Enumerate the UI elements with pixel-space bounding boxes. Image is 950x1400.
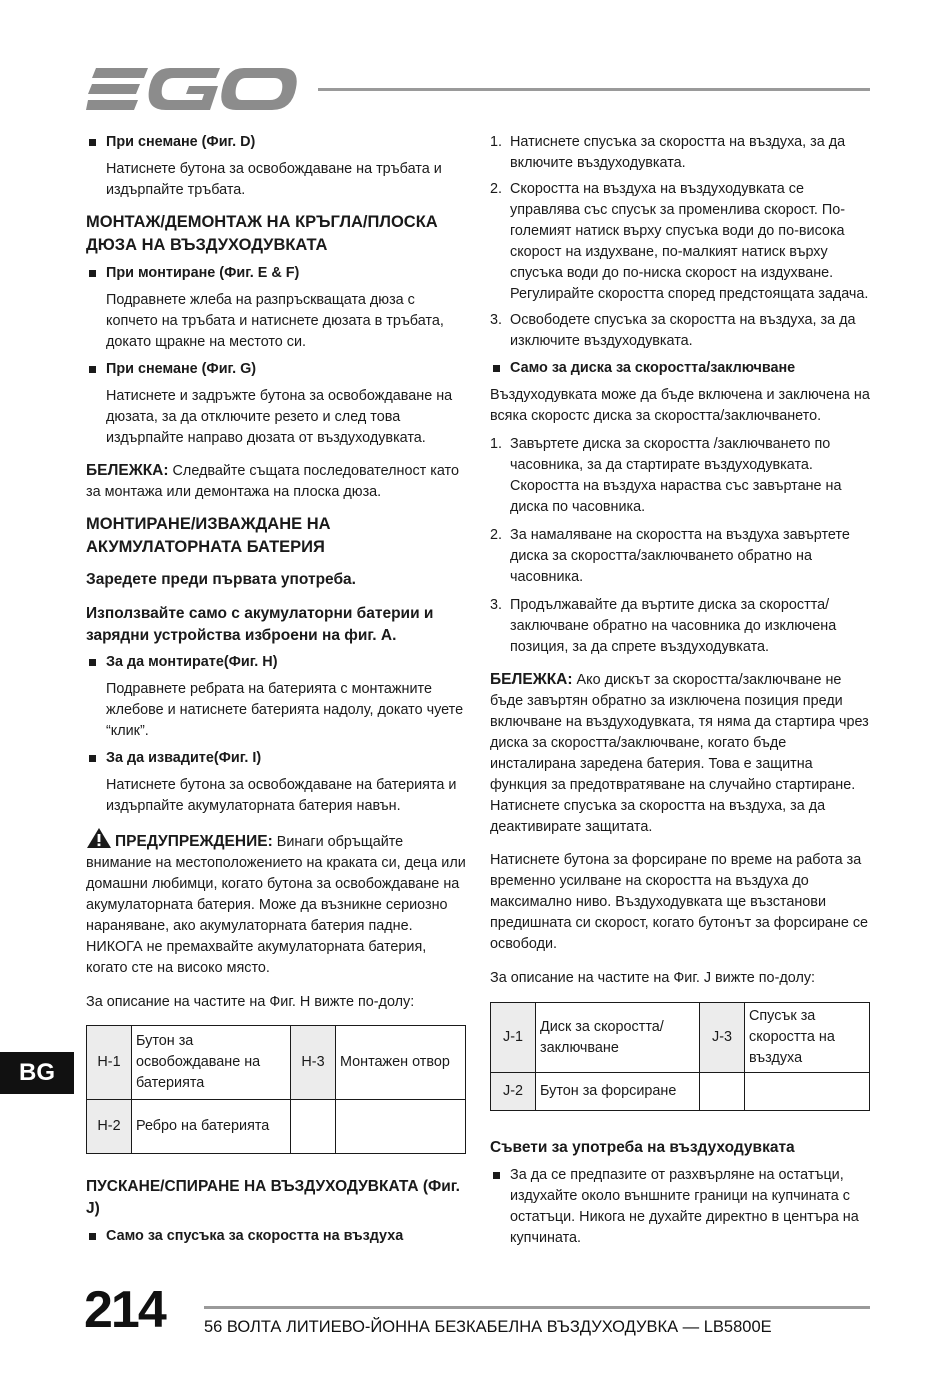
list-item: 1. Натиснете спусъка за скоростта на въздуха, за да включите въздуходувката. xyxy=(490,134,846,171)
heading-start-stop: ПУСКАНЕ/СПИРАНЕ НА ВЪЗДУХОДУВКАТА (Фиг. J) xyxy=(86,1178,460,1217)
warning-text: Винаги обръщайте внимание на местоположението на краката си, деца или домашни любимци, когато бутона за освобождаване на акумулаторната батерия. Може да възникне сериозно нараняване, ако акумулаторната батерия падне. НИКОГА не премахвайте акумулаторната батерия, когато сте на високо място. xyxy=(86,834,466,976)
boost-text: Натиснете бутона за форсиране по време на работа за временно усилване на скоростта на въздуха до максимално ниво. Въздуходувката ще възстанови предишната си скорост, когато бутонът за форсиране се освободи. xyxy=(490,852,869,952)
list-item: 3. Продължавайте да въртите диска за скоростта/ заключване обратно на часовника до изключена позиция, за да спрете въздуходувката. xyxy=(490,597,837,655)
note-flat-nozzle xyxy=(86,460,466,503)
note-text: Следвайте същата последователност като за монтажа или демонтажа на плоска дюза. xyxy=(86,463,459,500)
parts-table-h xyxy=(86,1025,466,1154)
table-cell: J-1 xyxy=(491,1003,536,1073)
note-label: БЕЛЕЖКА: xyxy=(490,671,573,688)
note-label: БЕЛЕЖКА: xyxy=(86,462,169,479)
ego-logo xyxy=(86,64,298,114)
table-cell xyxy=(700,1073,745,1111)
table-cell xyxy=(336,1100,466,1154)
table-cell: H-2 xyxy=(87,1100,132,1154)
list-item: 3. Освободете спусъка за скоростта на въздуха, за да изключите въздуходувката. xyxy=(490,312,856,349)
bullet-removal-tube: При снемане (Фиг. D) xyxy=(86,132,466,153)
bullet-install-nozzle: При монтиране (Фиг. E & F) xyxy=(86,263,466,284)
bullet-remove-battery: За да извадите(Фиг. I) xyxy=(86,748,466,769)
table-cell: H-1 xyxy=(87,1026,132,1100)
list-item: 1. Завъртете диска за скоростта /заключването по часовника, за да стартирате въздуходувката. Скоростта на въздуха нараства със завъртане на диска по часовника. xyxy=(490,436,842,515)
table-row xyxy=(87,1100,466,1154)
note-dial xyxy=(490,669,870,838)
table-cell: Ребро на батерията xyxy=(132,1100,291,1154)
heading-battery: МОНТИРАНЕ/ИЗВАЖДАНЕ НА АКУМУЛАТОРНАТА БАТЕРИЯ xyxy=(86,515,331,556)
removal-nozzle-text: Натиснете и задръжте бутона за освобождаване на дюзата, за да отключите резето и след това издърпайте направо дюзата от въздуходувката. xyxy=(106,388,453,446)
table-cell: H-3 xyxy=(291,1026,336,1100)
table-cell: Спусък за скоростта на въздуха xyxy=(745,1003,870,1073)
page-number: 214 xyxy=(84,1281,165,1339)
table-row xyxy=(87,1026,466,1100)
install-battery-text: Подравнете ребрата на батерията с монтажните жлебове и натиснете батерията надолу, докато чуете “клик”. xyxy=(106,681,464,739)
bullet-trigger-only: Само за спусъка за скоростта на въздуха xyxy=(86,1226,466,1247)
dial-text: Въздуходувката може да бъде включена и заключена на всяка скоростс диска за скоростта/заключването. xyxy=(490,387,870,424)
warning-triangle-icon xyxy=(86,827,112,849)
table-row xyxy=(491,1003,870,1073)
footer-title: 56 ВОЛТА ЛИТИЕВО-ЙОННА БЕЗКАБЕЛНА ВЪЗДУХОДУВКА — LB5800E xyxy=(204,1318,772,1336)
table-cell: Диск за скоростта/ заключване xyxy=(536,1003,700,1073)
remove-battery-text: Натиснете бутона за освобождаване на батерията и издърпайте акумулаторната батерия навън. xyxy=(106,777,457,814)
table-cell: Бутон за освобождаване на батерията xyxy=(132,1026,291,1100)
bullet-dial-only: Само за диска за скоростта/заключване xyxy=(490,358,870,379)
heading-tips: Съвети за употреба на въздуходувката xyxy=(490,1139,795,1156)
table-cell: J-2 xyxy=(491,1073,536,1111)
right-column xyxy=(490,132,870,1249)
footer-rule xyxy=(204,1306,870,1309)
heading-nozzle: МОНТАЖ/ДЕМОНТАЖ НА КРЪГЛА/ПЛОСКА ДЮЗА НА ВЪЗДУХОДУВКАТА xyxy=(86,213,438,254)
warning-label: ПРЕДУПРЕЖДЕНИЕ: xyxy=(115,833,273,850)
list-item: 2. Скоростта на въздуха на въздуходувката се управлява със спусък за променлива скорост. По-големият натиск върху спусъка води до по-висока скорост на издухване, по-малкият натиск върху спусъка води до по-ниска скорост на издухване. Регулирайте скоростта според предстоящата задача. xyxy=(490,181,869,302)
table-j-intro: За описание на частите на Фиг. J вижте по-долу: xyxy=(490,970,816,986)
use-only-listed: Използвайте само с акумулаторни батерии и зарядни устройства изброени на фиг. А. xyxy=(86,605,434,644)
removal-tube-text: Натиснете бутона за освобождаване на тръбата и издърпайте тръбата. xyxy=(106,161,442,198)
warning-block xyxy=(86,827,466,979)
table-cell xyxy=(291,1100,336,1154)
charge-before-use: Заредете преди първата употреба. xyxy=(86,571,356,588)
note-text: Ако дискът за скоростта/заключване не бъде завъртян обратно за изключена позиция преди включване на въздуходувката, тя няма да стартира чрез диска за скоростта/заключване, когато бъде инсталирана заредена батерия. Това е защитна функция за предотвратяване на случайно стартиране. Натиснете спусъка за скоростта на въздуха, за да деактивирате защитата. xyxy=(490,672,869,835)
bullet-install-battery: За да монтирате(Фиг. H) xyxy=(86,652,466,673)
bullet-removal-nozzle: При снемане (Фиг. G) xyxy=(86,359,466,380)
table-h-intro: За описание на частите на Фиг. H вижте по-долу: xyxy=(86,994,415,1010)
header-rule xyxy=(318,88,870,91)
language-tab: BG xyxy=(0,1052,74,1094)
table-cell: J-3 xyxy=(700,1003,745,1073)
install-nozzle-text: Подравнете жлеба на разпръскващата дюза с копчето на тръбата и натиснете дюзата в тръбата, докато щракне на местото си. xyxy=(106,292,444,350)
table-cell: Монтажен отвор xyxy=(336,1026,466,1100)
table-cell xyxy=(745,1073,870,1111)
tip-item: За да се предпазите от разхвърляне на остатъци, издухайте около външните граници на купчината с остатъци. Никога не духайте директно в центъра на купчината. xyxy=(490,1165,870,1249)
left-column xyxy=(86,132,466,1247)
table-cell: Бутон за форсиране xyxy=(536,1073,700,1111)
list-item: 2. За намаляване на скоростта на въздуха завъртете диска за скоростта/заключването обратно на часовника. xyxy=(490,527,850,585)
parts-table-j xyxy=(490,1002,870,1111)
table-row xyxy=(491,1073,870,1111)
